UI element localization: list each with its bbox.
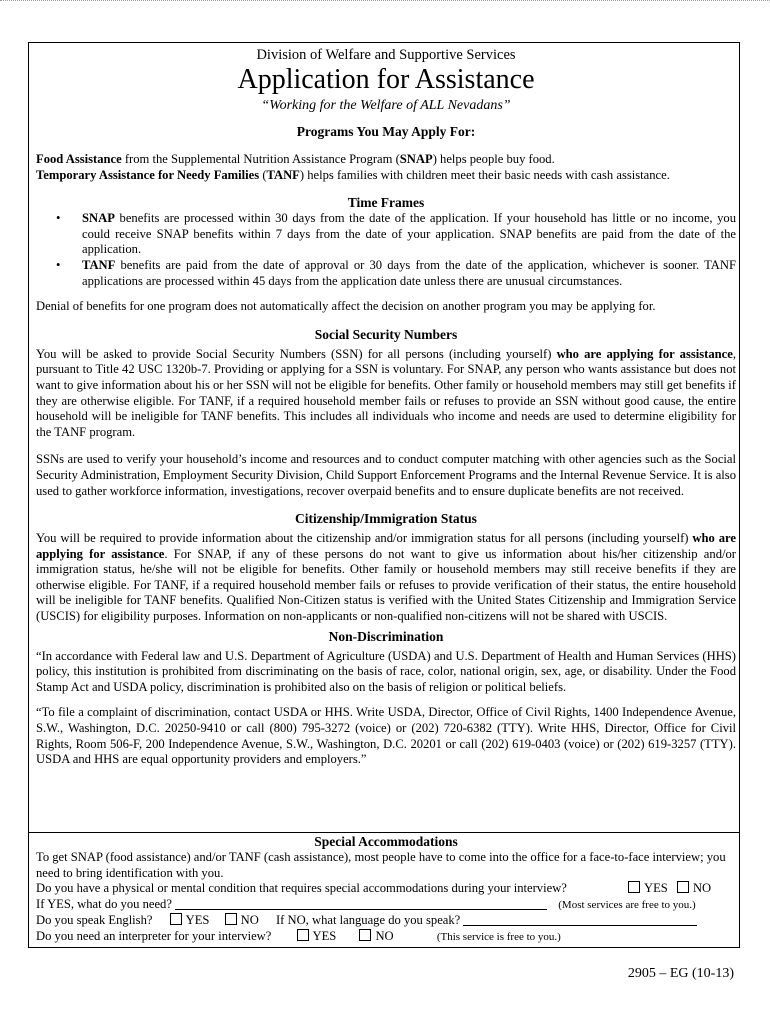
english-question: Do you speak English?: [36, 913, 153, 928]
time-frames-list: [36, 211, 736, 289]
form-content: [36, 46, 736, 768]
yes-label: YES: [185, 913, 210, 928]
accommodation-need-field[interactable]: [175, 909, 547, 910]
english-yes-checkbox[interactable]: [170, 913, 182, 925]
accommodations-heading: Special Accommodations: [314, 834, 458, 849]
english-row: [36, 913, 736, 929]
ssn-heading: Social Security Numbers: [314, 326, 458, 342]
non-discrimination-paragraph-1: “In accordance with Federal law and U.S. Department of Agriculture (USDA) and U.S. Department of Health and Human Services (HHS) policy, this institution is prohibited from discriminating on the basis of race, color, national origin, sex, age, or disability. Under the Food Stamp Act and USDA policy, discrimination is prohibited also on the basis of religion or political beliefs.: [36, 648, 736, 694]
accommodation-question: Do you have a physical or mental condition that requires special accommodations during your interview?: [36, 881, 567, 896]
food-assistance-line: Food Assistance from the Supplemental Nutrition Assistance Program (SNAP) helps people buy food.: [36, 152, 555, 166]
interpreter-question: Do you need an interpreter for your interview?: [36, 928, 272, 943]
accommodation-need-row: [36, 897, 736, 914]
english-no-checkbox[interactable]: [225, 913, 237, 925]
non-discrimination-paragraph-2: “To file a complaint of discrimination, contact USDA or HHS. Write USDA, Director, Office of Civil Rights, 1400 Independence Avenue, S.W., Washington, D.C. 20250-9410 or call (800) 795-3272 (voice) or (202) 720-6382 (TTY). Write HHS, Director, Office for Civil Rights, Room 506-F, 200 Independence Avenue, S.W., Washington, D.C. 20201 or call (202) 619-0403 (voice) or (202) 619-3257 (TTY). USDA and HHS are equal opportunity providers and employers.”: [36, 705, 736, 767]
free-note: (Most services are free to you.): [558, 898, 696, 911]
time-frames-heading: Time Frames: [347, 195, 425, 211]
programs-heading: Programs You May Apply For:: [296, 124, 476, 139]
citizenship-heading: Citizenship/Immigration Status: [295, 511, 477, 527]
top-dotted-rule: [0, 0, 770, 1]
agency-name: Division of Welfare and Supportive Services: [256, 47, 516, 63]
accommodation-no-checkbox[interactable]: [677, 881, 689, 893]
page-title: Application for Assistance: [237, 64, 535, 95]
yes-label: YES: [644, 881, 668, 896]
no-label: NO: [692, 881, 712, 896]
interpreter-row: [36, 929, 736, 946]
language-label: If NO, what language do you speak?: [275, 913, 461, 928]
interpreter-free-note: (This service is free to you.): [436, 930, 561, 943]
accommodation-yes-checkbox[interactable]: [628, 881, 640, 893]
programs-section: [36, 152, 736, 183]
list-item: • TANF benefits are paid from the date of approval or 30 days from the date of the application, whichever is sooner. TANF applications are processed within 45 days from the application date unless there are unusual circumstances.: [56, 257, 736, 288]
tagline: “Working for the Welfare of ALL Nevadans”: [261, 98, 511, 113]
no-label: NO: [240, 913, 259, 928]
special-accommodations-section: [36, 834, 736, 946]
no-label: NO: [375, 928, 394, 943]
form-number: 2905 – EG (10-13): [627, 966, 734, 981]
denial-note: Denial of benefits for one program does not automatically affect the decision on another program you may be applying for.: [36, 299, 656, 314]
accommodation-question-row: [36, 881, 736, 897]
need-label: If YES, what do you need?: [36, 896, 172, 911]
non-discrimination-heading: Non-Discrimination: [328, 628, 444, 644]
ssn-paragraph-1: You will be asked to provide Social Security Numbers (SSN) for all persons (including yourself) who are applying for assistance, pursuant to Title 42 USC 1320b-7. Providing or applying for a SSN is voluntary. For SNAP, any person who wants assistance but does not want to give information about his or her SSN will not be eligible for benefits. Other family or household members may still get benefits if they are otherwise eligible. For TANF, if a required household member fails or refuses to provide an SSN without good cause, the entire household will be ineligible for TANF benefits. This includes all individuals who income and needs are used to determine eligibility for the TANF program.: [36, 346, 736, 439]
language-field[interactable]: [463, 925, 697, 926]
tanf-line: Temporary Assistance for Needy Families (TANF) helps families with children meet their basic needs with cash assistance.: [36, 167, 670, 182]
interpreter-no-checkbox[interactable]: [359, 929, 371, 941]
interpreter-yes-checkbox[interactable]: [297, 929, 309, 941]
citizenship-paragraph: You will be required to provide information about the citizenship and/or immigration status for all persons (including yourself) who are applying for assistance. For SNAP, if any of these persons do not want to give us information about his/her citizenship and/or immigration status, he/she will not be eligible for benefits. Other family or household members may still receive benefits if they are otherwise eligible. For TANF, if a required household member fails or refuses to provide verification of their status, the entire household will be ineligible for TANF benefits. Qualified Non-Citizen status is verified with the United States Citizenship and Immigration Service (USCIS) for eligibility purposes. Information on non-applicants or non-qualified non-citizens will not be shared with USCIS.: [36, 531, 737, 624]
accommodations-intro: To get SNAP (food assistance) and/or TANF (cash assistance), most people have to come into the office for a face-to-face interview; you need to bring identification with you.: [36, 850, 726, 880]
yes-label: YES: [312, 928, 337, 943]
ssn-paragraph-2: SSNs are used to verify your household’s income and resources and to conduct computer matching with other agencies such as the Social Security Administration, Employment Security Division, Child Support Enforcement Programs and the Internal Revenue Service. It is also used to gather workforce information, investigations, recover overpaid benefits and to ensure duplicate benefits are not received.: [36, 452, 736, 498]
section-divider: [28, 832, 740, 833]
list-item: • SNAP benefits are processed within 30 days from the date of the application. If your household has little or no income, you could receive SNAP benefits within 7 days from the date of your application. SNAP benefits are paid from the date of the application.: [56, 211, 736, 257]
